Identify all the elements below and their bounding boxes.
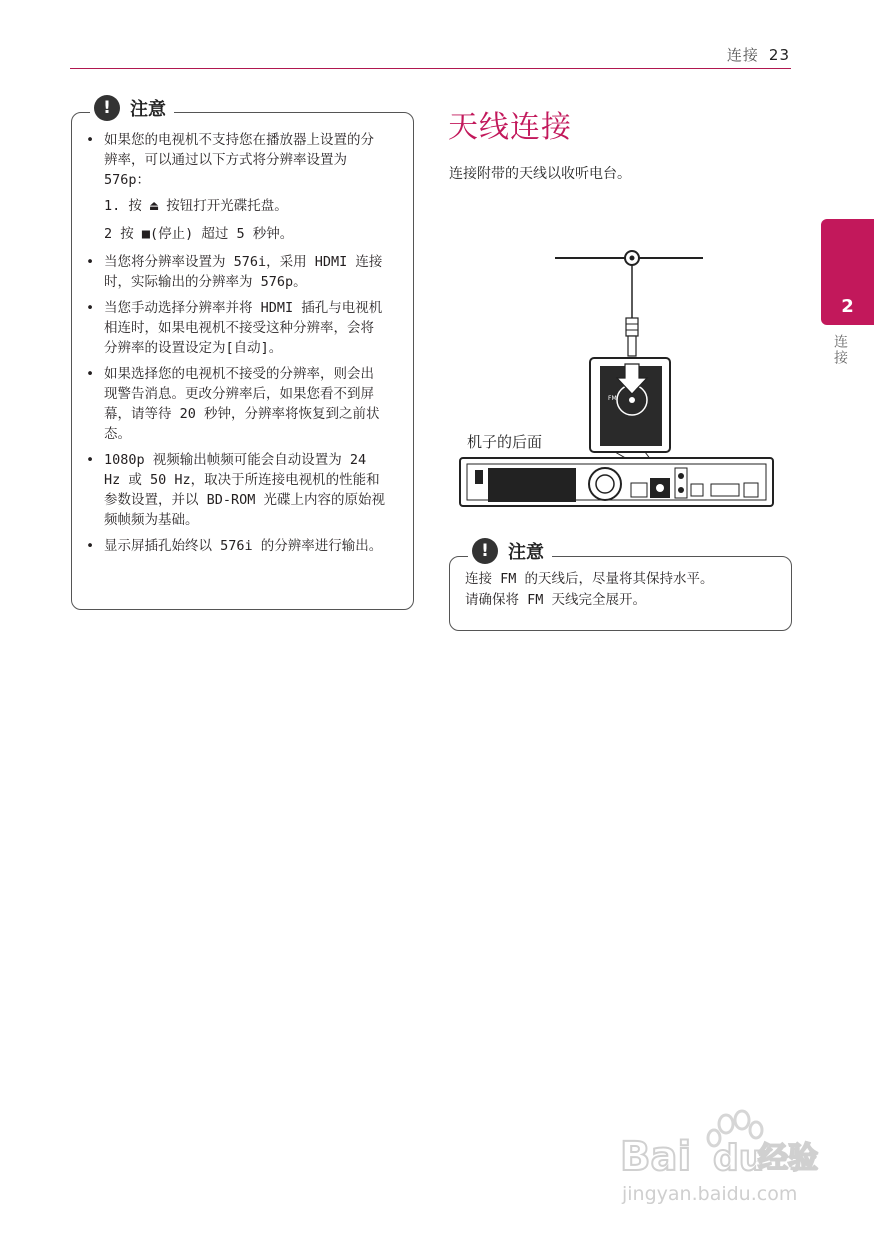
note-bullet: • 显示屏插孔始终以 576i 的分辨率进行输出。 bbox=[86, 536, 386, 556]
running-head bbox=[727, 44, 790, 65]
running-head-section: 连接 bbox=[726, 46, 759, 64]
player-rear-panel bbox=[460, 458, 773, 506]
note-bullet: • 如果您的电视机不支持您在播放器上设置的分辨率，可以通过以下方式将分辨率设置为 576p： bbox=[86, 130, 386, 190]
note-bullet: • 如果选择您的电视机不接受的分辨率，则会出现警告消息。更改分辨率后，如果您看不到屏幕，请等待 20 秒钟，分辨率将恢复到之前状态。 bbox=[86, 364, 386, 444]
left-note-title: 注意 bbox=[130, 99, 166, 120]
note-bullet: • 当您手动选择分辨率并将 HDMI 插孔与电视机相连时，如果电视机不接受这种分辨率，会将分辨率的设置设定为[自动]。 bbox=[86, 298, 386, 358]
chapter-label: 连接 bbox=[832, 334, 848, 366]
note-bullet: • 当您将分辨率设置为 576i，采用 HDMI 连接时，实际输出的分辨率为 576p。 bbox=[86, 252, 386, 292]
antenna-connection-diagram bbox=[455, 240, 785, 515]
watermark-brand2: du bbox=[713, 1138, 765, 1179]
chapter-number: 2 bbox=[841, 296, 854, 317]
fm-jack-label: FM bbox=[608, 395, 617, 402]
baidu-watermark bbox=[618, 1108, 828, 1208]
right-note-line: 连接 FM 的天线后，尽量将其保持水平。 bbox=[465, 571, 714, 587]
chapter-tab bbox=[821, 219, 874, 325]
header-rule bbox=[70, 68, 791, 69]
fm-plug bbox=[626, 318, 638, 356]
note-step: 1. 按 ⏏ 按钮打开光碟托盘。 bbox=[104, 198, 288, 214]
diagram-caption: 机子的后面 bbox=[467, 433, 543, 451]
right-note-line: 请确保将 FM 天线完全展开。 bbox=[465, 592, 647, 608]
page-number: 23 bbox=[768, 46, 790, 64]
fm-jack-closeup bbox=[590, 358, 670, 452]
watermark-suffix: 经验 bbox=[758, 1141, 818, 1176]
right-note-header bbox=[468, 538, 552, 564]
intro-text: 连接附带的天线以收听电台。 bbox=[449, 166, 631, 182]
watermark-brand: Bai bbox=[620, 1134, 692, 1180]
right-note-box bbox=[449, 556, 792, 631]
note-step: 2 按 ■(停止) 超过 5 秒钟。 bbox=[104, 226, 294, 242]
watermark-url: jingyan.baidu.com bbox=[622, 1183, 798, 1205]
right-note-text bbox=[465, 569, 785, 611]
note-bullet: • 1080p 视频输出帧频可能会自动设置为 24 Hz 或 50 Hz，取决于所连接电视机的性能和参数设置，并以 BD-ROM 光碟上内容的原始视频帧频为基础。 bbox=[86, 450, 386, 530]
section-title: 天线连接 bbox=[448, 110, 572, 145]
fm-antenna-wire bbox=[555, 251, 703, 320]
exclamation-icon: ! bbox=[94, 95, 120, 121]
left-note-list bbox=[86, 130, 386, 562]
left-note-header bbox=[90, 95, 174, 121]
right-note-title: 注意 bbox=[508, 542, 544, 563]
exclamation-icon: ! bbox=[472, 538, 498, 564]
